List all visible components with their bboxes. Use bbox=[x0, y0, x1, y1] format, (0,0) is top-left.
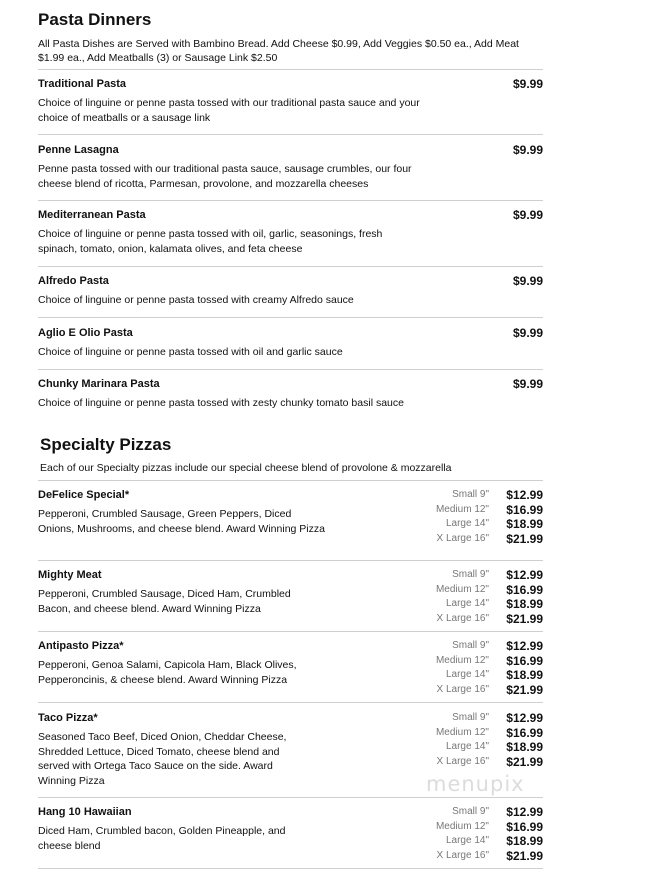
size-row bbox=[413, 834, 543, 849]
size-label: Medium 12" bbox=[435, 726, 489, 738]
size-label: Medium 12" bbox=[435, 820, 489, 832]
item-name: Antipasto Pizza* bbox=[38, 640, 124, 652]
size-row bbox=[413, 532, 543, 547]
size-label: Medium 12" bbox=[435, 654, 489, 666]
item-price: $9.99 bbox=[512, 326, 543, 340]
size-label: X Large 16" bbox=[436, 612, 489, 624]
size-row bbox=[413, 711, 543, 726]
item-description: Pepperoni, Crumbled Sausage, Green Peppers, Diced Onions, Mushrooms, and cheese blend. Award Winning Pizza bbox=[38, 508, 325, 535]
divider bbox=[38, 69, 543, 70]
size-price: $12.99 bbox=[506, 711, 543, 725]
watermark: menupix bbox=[426, 772, 525, 796]
item-description: Diced Ham, Crumbled bacon, Golden Pineapple, and cheese blend bbox=[38, 825, 286, 852]
divider bbox=[38, 266, 543, 267]
divider bbox=[38, 480, 543, 481]
size-row bbox=[413, 612, 543, 627]
size-row bbox=[413, 740, 543, 755]
divider bbox=[38, 631, 543, 632]
size-label: Large 14" bbox=[445, 835, 489, 846]
size-label: Small 9" bbox=[452, 712, 489, 723]
item-name: DeFelice Special* bbox=[38, 489, 130, 501]
size-price: $18.99 bbox=[506, 740, 543, 754]
size-label: Large 14" bbox=[445, 598, 489, 609]
size-price: $16.99 bbox=[506, 725, 543, 740]
size-label: X Large 16" bbox=[436, 532, 489, 544]
size-row bbox=[413, 668, 543, 683]
menu-item bbox=[38, 377, 543, 411]
item-name: Hang 10 Hawaiian bbox=[38, 806, 132, 818]
size-price-list bbox=[413, 711, 543, 769]
pizza-section-note: Each of our Specialty pizzas include our special cheese blend of provolone & mozzarella bbox=[40, 462, 452, 474]
size-price-list bbox=[413, 568, 543, 626]
menu-item bbox=[38, 208, 543, 256]
size-row bbox=[413, 755, 543, 770]
size-price: $18.99 bbox=[506, 517, 543, 531]
size-label: Small 9" bbox=[452, 489, 489, 500]
size-price: $16.99 bbox=[506, 653, 543, 668]
size-price: $18.99 bbox=[506, 597, 543, 611]
pizza-item bbox=[38, 639, 543, 699]
size-price: $12.99 bbox=[506, 805, 543, 819]
size-price-list bbox=[413, 488, 543, 546]
item-price: $9.99 bbox=[512, 377, 543, 391]
size-row bbox=[413, 654, 543, 669]
size-price: $12.99 bbox=[506, 488, 543, 502]
size-row bbox=[413, 488, 543, 503]
menu-item bbox=[38, 274, 543, 308]
size-label: Large 14" bbox=[445, 669, 489, 680]
item-name: Penne Lasagna bbox=[38, 144, 119, 156]
item-description: Choice of linguine or penne pasta tossed with oil, garlic, seasonings, fresh spinach, tomato, onion, kalamata olives, and feta cheese bbox=[38, 228, 383, 255]
item-description: Choice of linguine or penne pasta tossed with zesty chunky tomato basil sauce bbox=[38, 397, 404, 409]
divider bbox=[38, 134, 543, 135]
divider bbox=[38, 560, 543, 561]
size-label: Large 14" bbox=[445, 518, 489, 529]
item-price: $9.99 bbox=[512, 274, 543, 288]
item-price: $9.99 bbox=[512, 208, 543, 222]
divider bbox=[38, 200, 543, 201]
item-description: Pepperoni, Crumbled Sausage, Diced Ham, Crumbled Bacon, and cheese blend. Award Winning Pizza bbox=[38, 588, 291, 615]
pizza-section-title: Specialty Pizzas bbox=[40, 435, 172, 454]
size-price: $21.99 bbox=[506, 754, 543, 769]
menu-item bbox=[38, 143, 543, 191]
size-row bbox=[413, 805, 543, 820]
size-label: Large 14" bbox=[445, 741, 489, 752]
size-row bbox=[413, 503, 543, 518]
size-price-list bbox=[413, 639, 543, 697]
item-name: Mediterranean Pasta bbox=[38, 209, 146, 221]
item-description: Choice of linguine or penne pasta tossed with our traditional pasta sauce and your choice of meatballs or a sausage link bbox=[38, 97, 420, 124]
size-price: $21.99 bbox=[506, 531, 543, 546]
size-label: X Large 16" bbox=[436, 683, 489, 695]
size-price: $16.99 bbox=[506, 819, 543, 834]
size-row bbox=[413, 820, 543, 835]
size-label: Medium 12" bbox=[435, 503, 489, 515]
item-description: Choice of linguine or penne pasta tossed with oil and garlic sauce bbox=[38, 346, 343, 358]
size-row bbox=[413, 517, 543, 532]
size-price: $21.99 bbox=[506, 682, 543, 697]
size-price: $21.99 bbox=[506, 611, 543, 626]
size-label: X Large 16" bbox=[436, 849, 489, 861]
pizza-item bbox=[38, 488, 543, 556]
pizza-item bbox=[38, 805, 543, 865]
divider bbox=[38, 369, 543, 370]
item-name: Aglio E Olio Pasta bbox=[38, 327, 133, 339]
size-row bbox=[413, 639, 543, 654]
pasta-section-title: Pasta Dinners bbox=[38, 10, 152, 29]
size-row bbox=[413, 726, 543, 741]
item-price: $9.99 bbox=[512, 77, 543, 91]
size-row bbox=[413, 597, 543, 612]
size-label: X Large 16" bbox=[436, 755, 489, 767]
menu-item bbox=[38, 326, 543, 360]
size-row bbox=[413, 683, 543, 698]
pizza-item bbox=[38, 568, 543, 628]
divider bbox=[38, 317, 543, 318]
size-price: $18.99 bbox=[506, 834, 543, 848]
size-price: $16.99 bbox=[506, 502, 543, 517]
size-row bbox=[413, 849, 543, 864]
size-price: $18.99 bbox=[506, 668, 543, 682]
item-name: Chunky Marinara Pasta bbox=[38, 378, 160, 390]
size-price: $16.99 bbox=[506, 582, 543, 597]
item-price: $9.99 bbox=[512, 143, 543, 157]
item-description: Seasoned Taco Beef, Diced Onion, Cheddar Cheese, Shredded Lettuce, Diced Tomato, cheese blend and served with Ortega Taco Sauce on the side. Award Winning Pizza bbox=[38, 731, 287, 787]
size-price-list bbox=[413, 805, 543, 863]
size-row bbox=[413, 583, 543, 598]
size-label: Small 9" bbox=[452, 569, 489, 580]
size-row bbox=[413, 568, 543, 583]
size-label: Small 9" bbox=[452, 806, 489, 817]
size-price: $21.99 bbox=[506, 848, 543, 863]
menu-item bbox=[38, 77, 543, 125]
item-name: Mighty Meat bbox=[38, 569, 102, 581]
item-description: Penne pasta tossed with our traditional pasta sauce, sausage crumbles, our four cheese blend of ricotta, Parmesan, provolone, and mozzarella cheeses bbox=[38, 163, 412, 190]
item-name: Traditional Pasta bbox=[38, 78, 127, 90]
item-name: Alfredo Pasta bbox=[38, 275, 109, 287]
size-price: $12.99 bbox=[506, 639, 543, 653]
item-description: Pepperoni, Genoa Salami, Capicola Ham, Black Olives, Pepperoncinis, & cheese blend. Award Winning Pizza bbox=[38, 659, 297, 686]
divider bbox=[38, 797, 543, 798]
divider bbox=[38, 868, 543, 869]
pasta-section-note: All Pasta Dishes are Served with Bambino Bread. Add Cheese $0.99, Add Veggies $0.50 ea., Add Meat $1.99 ea., Add Meatballs (3) or Sausage Link $2.50 bbox=[38, 38, 519, 64]
size-label: Small 9" bbox=[452, 640, 489, 651]
item-description: Choice of linguine or penne pasta tossed with creamy Alfredo sauce bbox=[38, 294, 354, 306]
item-name: Taco Pizza* bbox=[38, 712, 98, 724]
size-label: Medium 12" bbox=[435, 583, 489, 595]
divider bbox=[38, 702, 543, 703]
size-price: $12.99 bbox=[506, 568, 543, 582]
